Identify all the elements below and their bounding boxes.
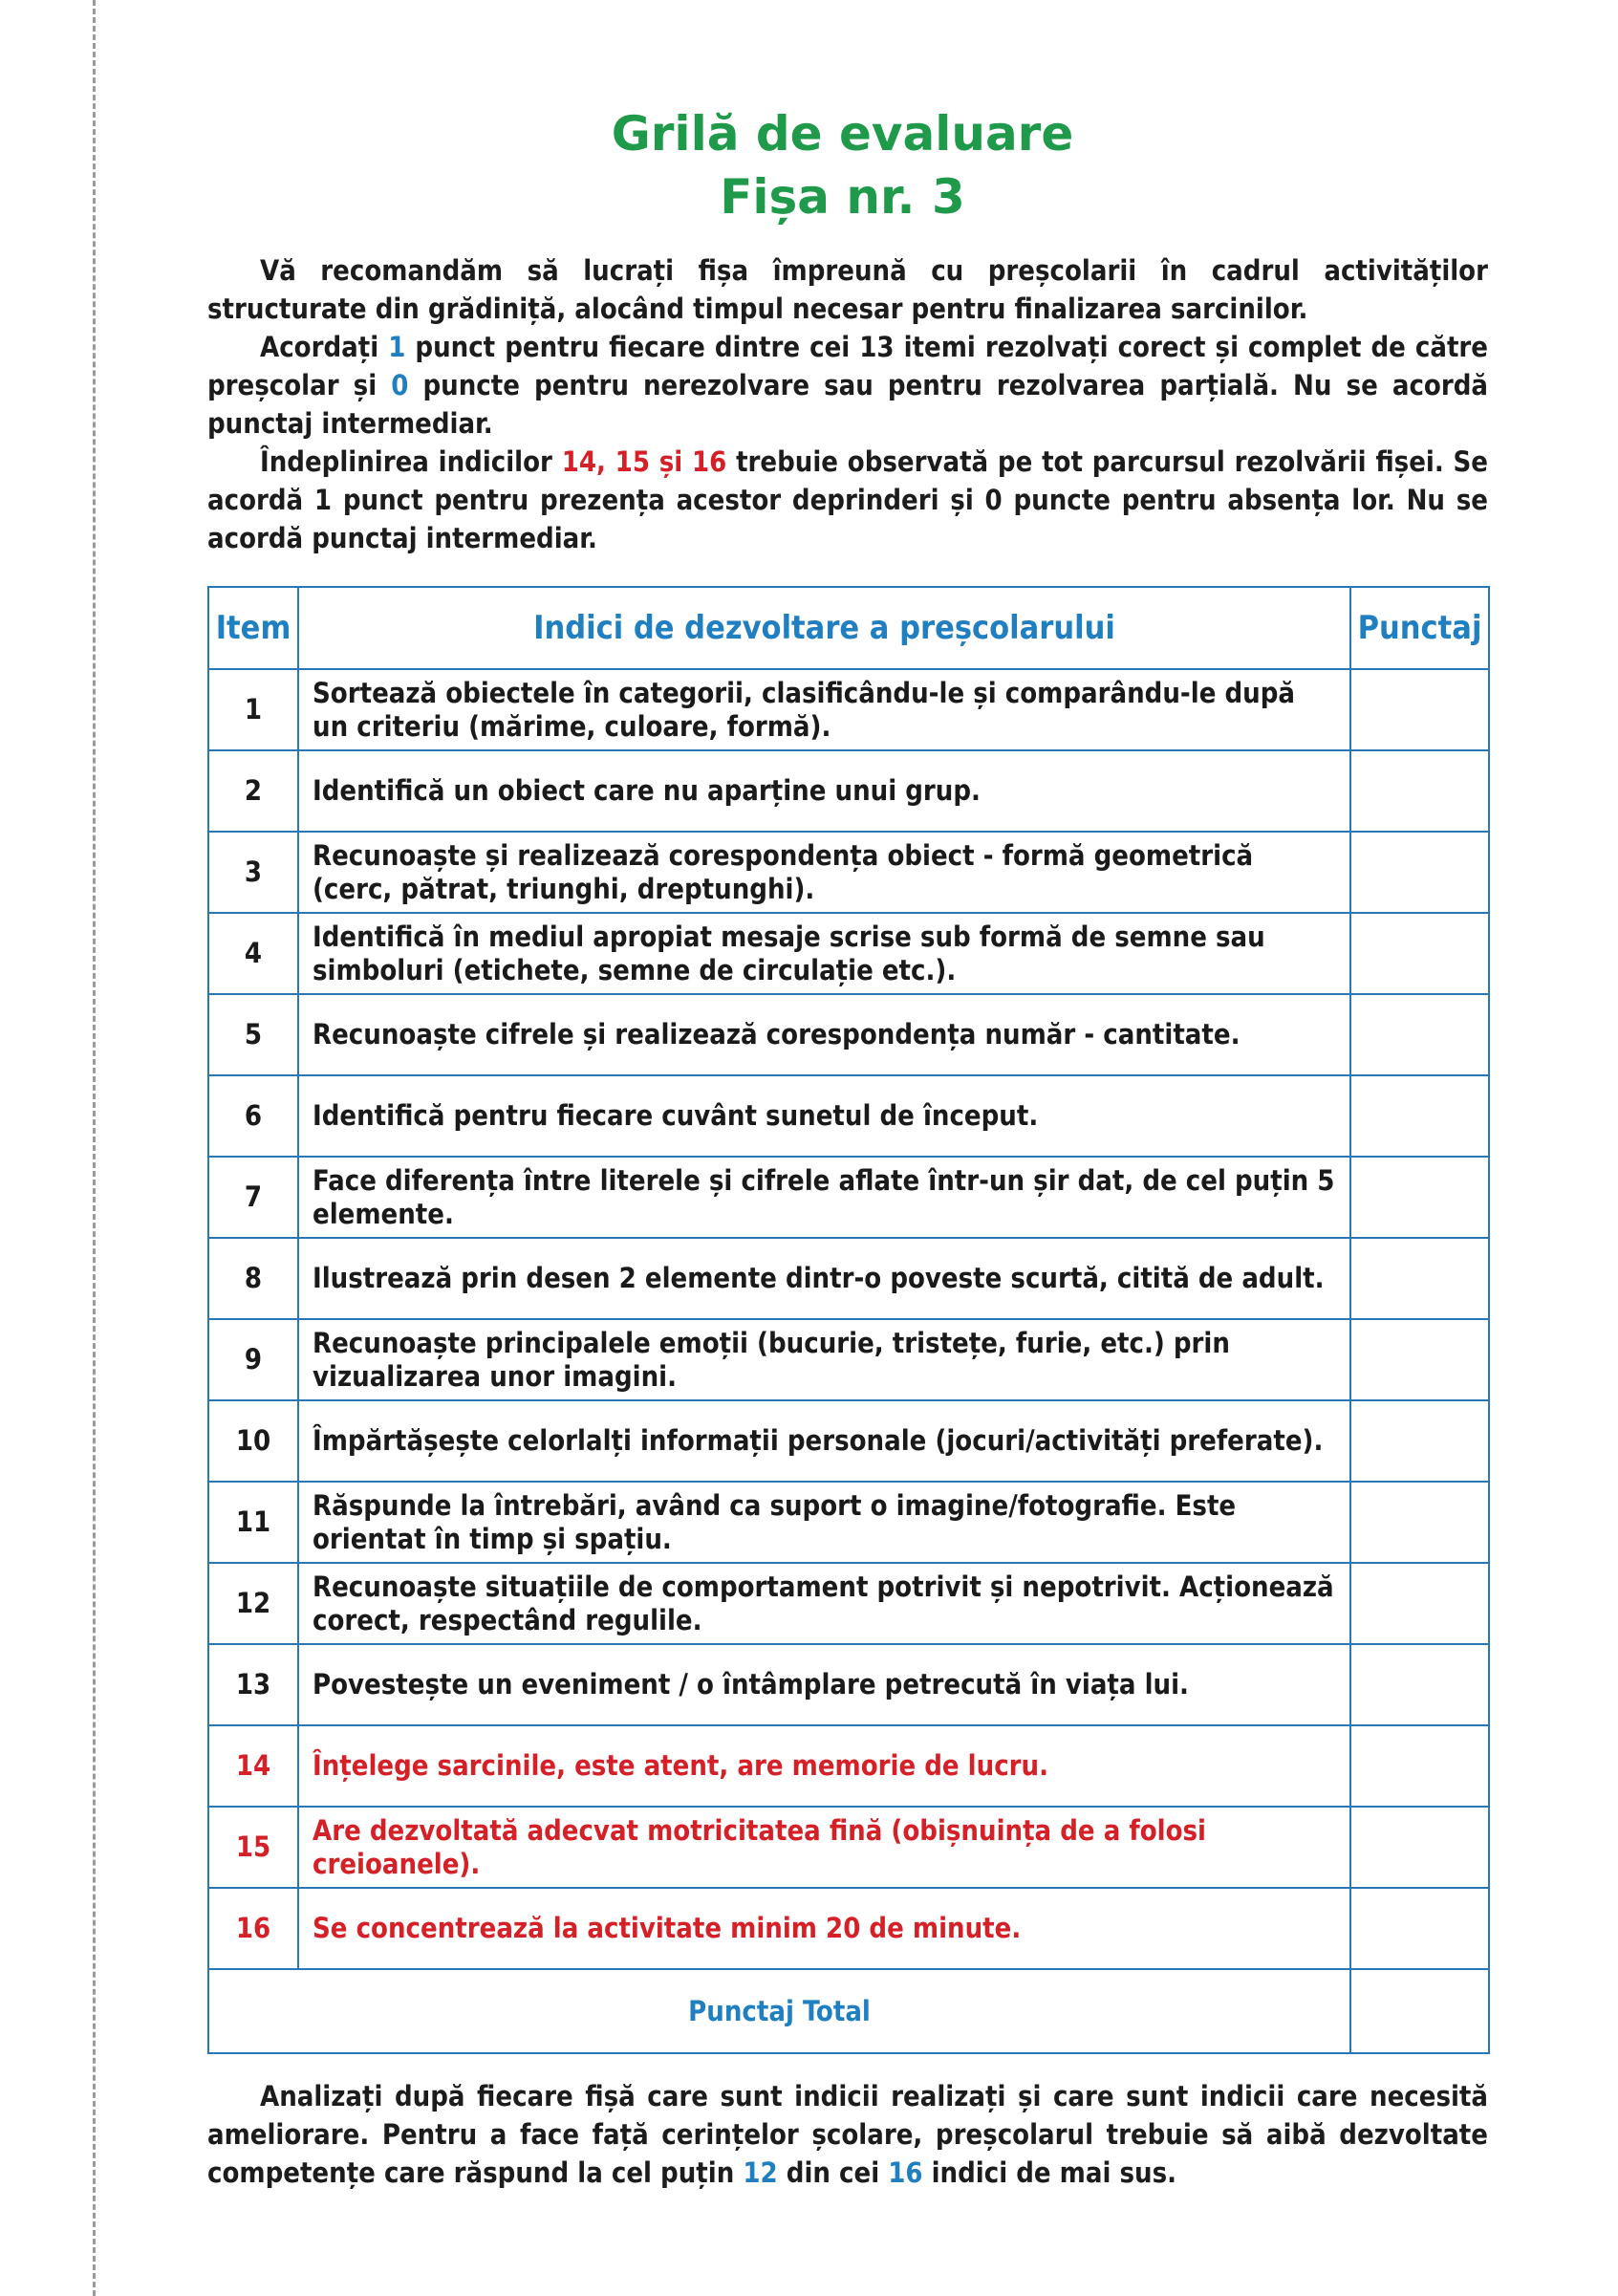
item-number: 16: [208, 1888, 298, 1969]
page-subtitle: Fișa nr. 3: [720, 169, 965, 225]
item-number: 15: [208, 1807, 298, 1888]
item-number: 6: [208, 1075, 298, 1157]
grid-header-row: [208, 587, 1489, 669]
outro-paragraph: [207, 2077, 1488, 2192]
evaluation-grid: [207, 586, 1490, 2054]
item-number: 2: [208, 750, 298, 832]
item-number: 7: [208, 1157, 298, 1238]
indicator-text: Împărtășește celorlalți informații personale (jocuri/activități preferate).: [298, 1400, 1350, 1482]
indicator-text: Recunoaște situațiile de comportament potrivit și nepotrivit. Acționează corect, respectând regulile.: [298, 1563, 1350, 1644]
score-cell[interactable]: [1350, 1807, 1489, 1888]
score-cell[interactable]: [1350, 1482, 1489, 1563]
indicator-text: Recunoaște cifrele și realizează corespondența număr - cantitate.: [298, 994, 1350, 1075]
indicator-text: Recunoaște principalele emoții (bucurie, tristețe, furie, etc.) prin vizualizarea unor imagini.: [298, 1319, 1350, 1400]
intro-p3-text: Îndeplinirea indicilor: [260, 445, 562, 478]
table-row: [208, 1075, 1489, 1157]
item-number: 10: [208, 1400, 298, 1482]
table-row: [208, 1400, 1489, 1482]
score-cell[interactable]: [1350, 1238, 1489, 1319]
total-row: [208, 1969, 1489, 2053]
indicator-text: Recunoaște și realizează corespondența obiect - formă geometrică (cerc, pătrat, triunghi, dreptunghi).: [298, 832, 1350, 913]
score-cell[interactable]: [1350, 832, 1489, 913]
intro-p2-text-3: puncte pentru nerezolvare sau pentru rezolvarea parțială. Nu se acordă punctaj intermediar.: [207, 369, 1489, 440]
item-number: 12: [208, 1563, 298, 1644]
total-score-cell[interactable]: [1350, 1969, 1489, 2053]
indicator-text: Răspunde la întrebări, având ca suport o imagine/fotografie. Este orientat în timp și spațiu.: [298, 1482, 1350, 1563]
item-number: 13: [208, 1644, 298, 1725]
intro-p2-zero: 0: [391, 369, 409, 401]
item-number: 3: [208, 832, 298, 913]
table-row: [208, 750, 1489, 832]
table-row: [208, 669, 1489, 750]
item-number: 14: [208, 1725, 298, 1807]
score-cell[interactable]: [1350, 1644, 1489, 1725]
score-cell[interactable]: [1350, 1319, 1489, 1400]
outro-number-12: 12: [743, 2156, 778, 2189]
indicator-text: Identifică un obiect care nu aparține unui grup.: [298, 750, 1350, 832]
indicator-text: Are dezvoltată adecvat motricitatea fină (obișnuința de a folosi creioanele).: [298, 1807, 1350, 1888]
item-number: 8: [208, 1238, 298, 1319]
score-cell[interactable]: [1350, 1725, 1489, 1807]
outro-text-3: indici de mai sus.: [922, 2156, 1177, 2189]
indicator-text: Povestește un eveniment / o întâmplare petrecută în viața lui.: [298, 1644, 1350, 1725]
item-number: 9: [208, 1319, 298, 1400]
total-label: Punctaj Total: [208, 1969, 1350, 2053]
intro-p3-numbers: 14, 15 și 16: [561, 445, 727, 478]
header-indicator: Indici de dezvoltare a preșcolarului: [298, 587, 1350, 669]
outro-text-2: din cei: [777, 2156, 889, 2189]
intro-p2-text: Acordați: [260, 331, 389, 363]
item-number: 11: [208, 1482, 298, 1563]
table-row: [208, 1563, 1489, 1644]
table-row: [208, 832, 1489, 913]
header-score: Punctaj: [1350, 587, 1489, 669]
intro-paragraph-3: [207, 443, 1488, 557]
table-row: [208, 913, 1489, 994]
table-row: [208, 994, 1489, 1075]
intro-p2-text-2: punct pentru fiecare dintre cei 13 itemi rezolvați corect și complet de către preșcolar și: [207, 331, 1488, 401]
indicator-text: Face diferența între literele și cifrele aflate într-un șir dat, de cel puțin 5 elemente.: [298, 1157, 1350, 1238]
cut-line-divider: [93, 0, 96, 2296]
score-cell[interactable]: [1350, 1400, 1489, 1482]
intro-paragraph-1: Vă recomandăm să lucrați fișa împreună cu preșcolarii în cadrul activităților structurate din grădiniță, alocând timpul necesar pentru finalizarea sarcinilor.: [207, 254, 1488, 325]
header-item: Item: [208, 587, 298, 669]
outro-text: [207, 2077, 1488, 2192]
table-row: [208, 1807, 1489, 1888]
score-cell[interactable]: [1350, 750, 1489, 832]
item-number: 5: [208, 994, 298, 1075]
score-cell[interactable]: [1350, 1075, 1489, 1157]
table-row: [208, 1888, 1489, 1969]
outro-text-1: Analizați după fiecare fișă care sunt indicii realizați și care sunt indicii care necesită ameliorare. Pentru a face față cerințelor școlare, preșcolarul trebuie să aibă dezvoltate competențe care răspund la cel puțin: [207, 2080, 1488, 2189]
table-row: [208, 1482, 1489, 1563]
table-row: [208, 1725, 1489, 1807]
score-cell[interactable]: [1350, 669, 1489, 750]
indicator-text: Sortează obiectele în categorii, clasificându-le și comparându-le după un criteriu (mărime, culoare, formă).: [298, 669, 1350, 750]
page-title: Grilă de evaluare: [611, 106, 1074, 162]
intro-p3-text-2: trebuie observată pe tot parcursul rezolvării fișei. Se acordă 1 punct pentru prezența acestor deprinderi și 0 puncte pentru absența lor. Nu se acordă punctaj intermediar.: [207, 445, 1489, 554]
indicator-text: Se concentrează la activitate minim 20 de minute.: [298, 1888, 1350, 1969]
score-cell[interactable]: [1350, 913, 1489, 994]
item-number: 1: [208, 669, 298, 750]
indicator-text: Înțelege sarcinile, este atent, are memorie de lucru.: [298, 1725, 1350, 1807]
score-cell[interactable]: [1350, 1563, 1489, 1644]
score-cell[interactable]: [1350, 994, 1489, 1075]
score-cell[interactable]: [1350, 1157, 1489, 1238]
table-row: [208, 1238, 1489, 1319]
table-row: [208, 1644, 1489, 1725]
intro-p2-one: 1: [388, 331, 406, 363]
intro-text: [207, 251, 1488, 557]
indicator-text: Identifică pentru fiecare cuvânt sunetul de început.: [298, 1075, 1350, 1157]
table-row: [208, 1319, 1489, 1400]
indicator-text: Ilustrează prin desen 2 elemente dintr-o poveste scurtă, citită de adult.: [298, 1238, 1350, 1319]
score-cell[interactable]: [1350, 1888, 1489, 1969]
indicator-text: Identifică în mediul apropiat mesaje scrise sub formă de semne sau simboluri (etichete, semne de circulație etc.).: [298, 913, 1350, 994]
intro-paragraph-2: [207, 328, 1488, 443]
table-row: [208, 1157, 1489, 1238]
item-number: 4: [208, 913, 298, 994]
outro-number-16: 16: [888, 2156, 923, 2189]
